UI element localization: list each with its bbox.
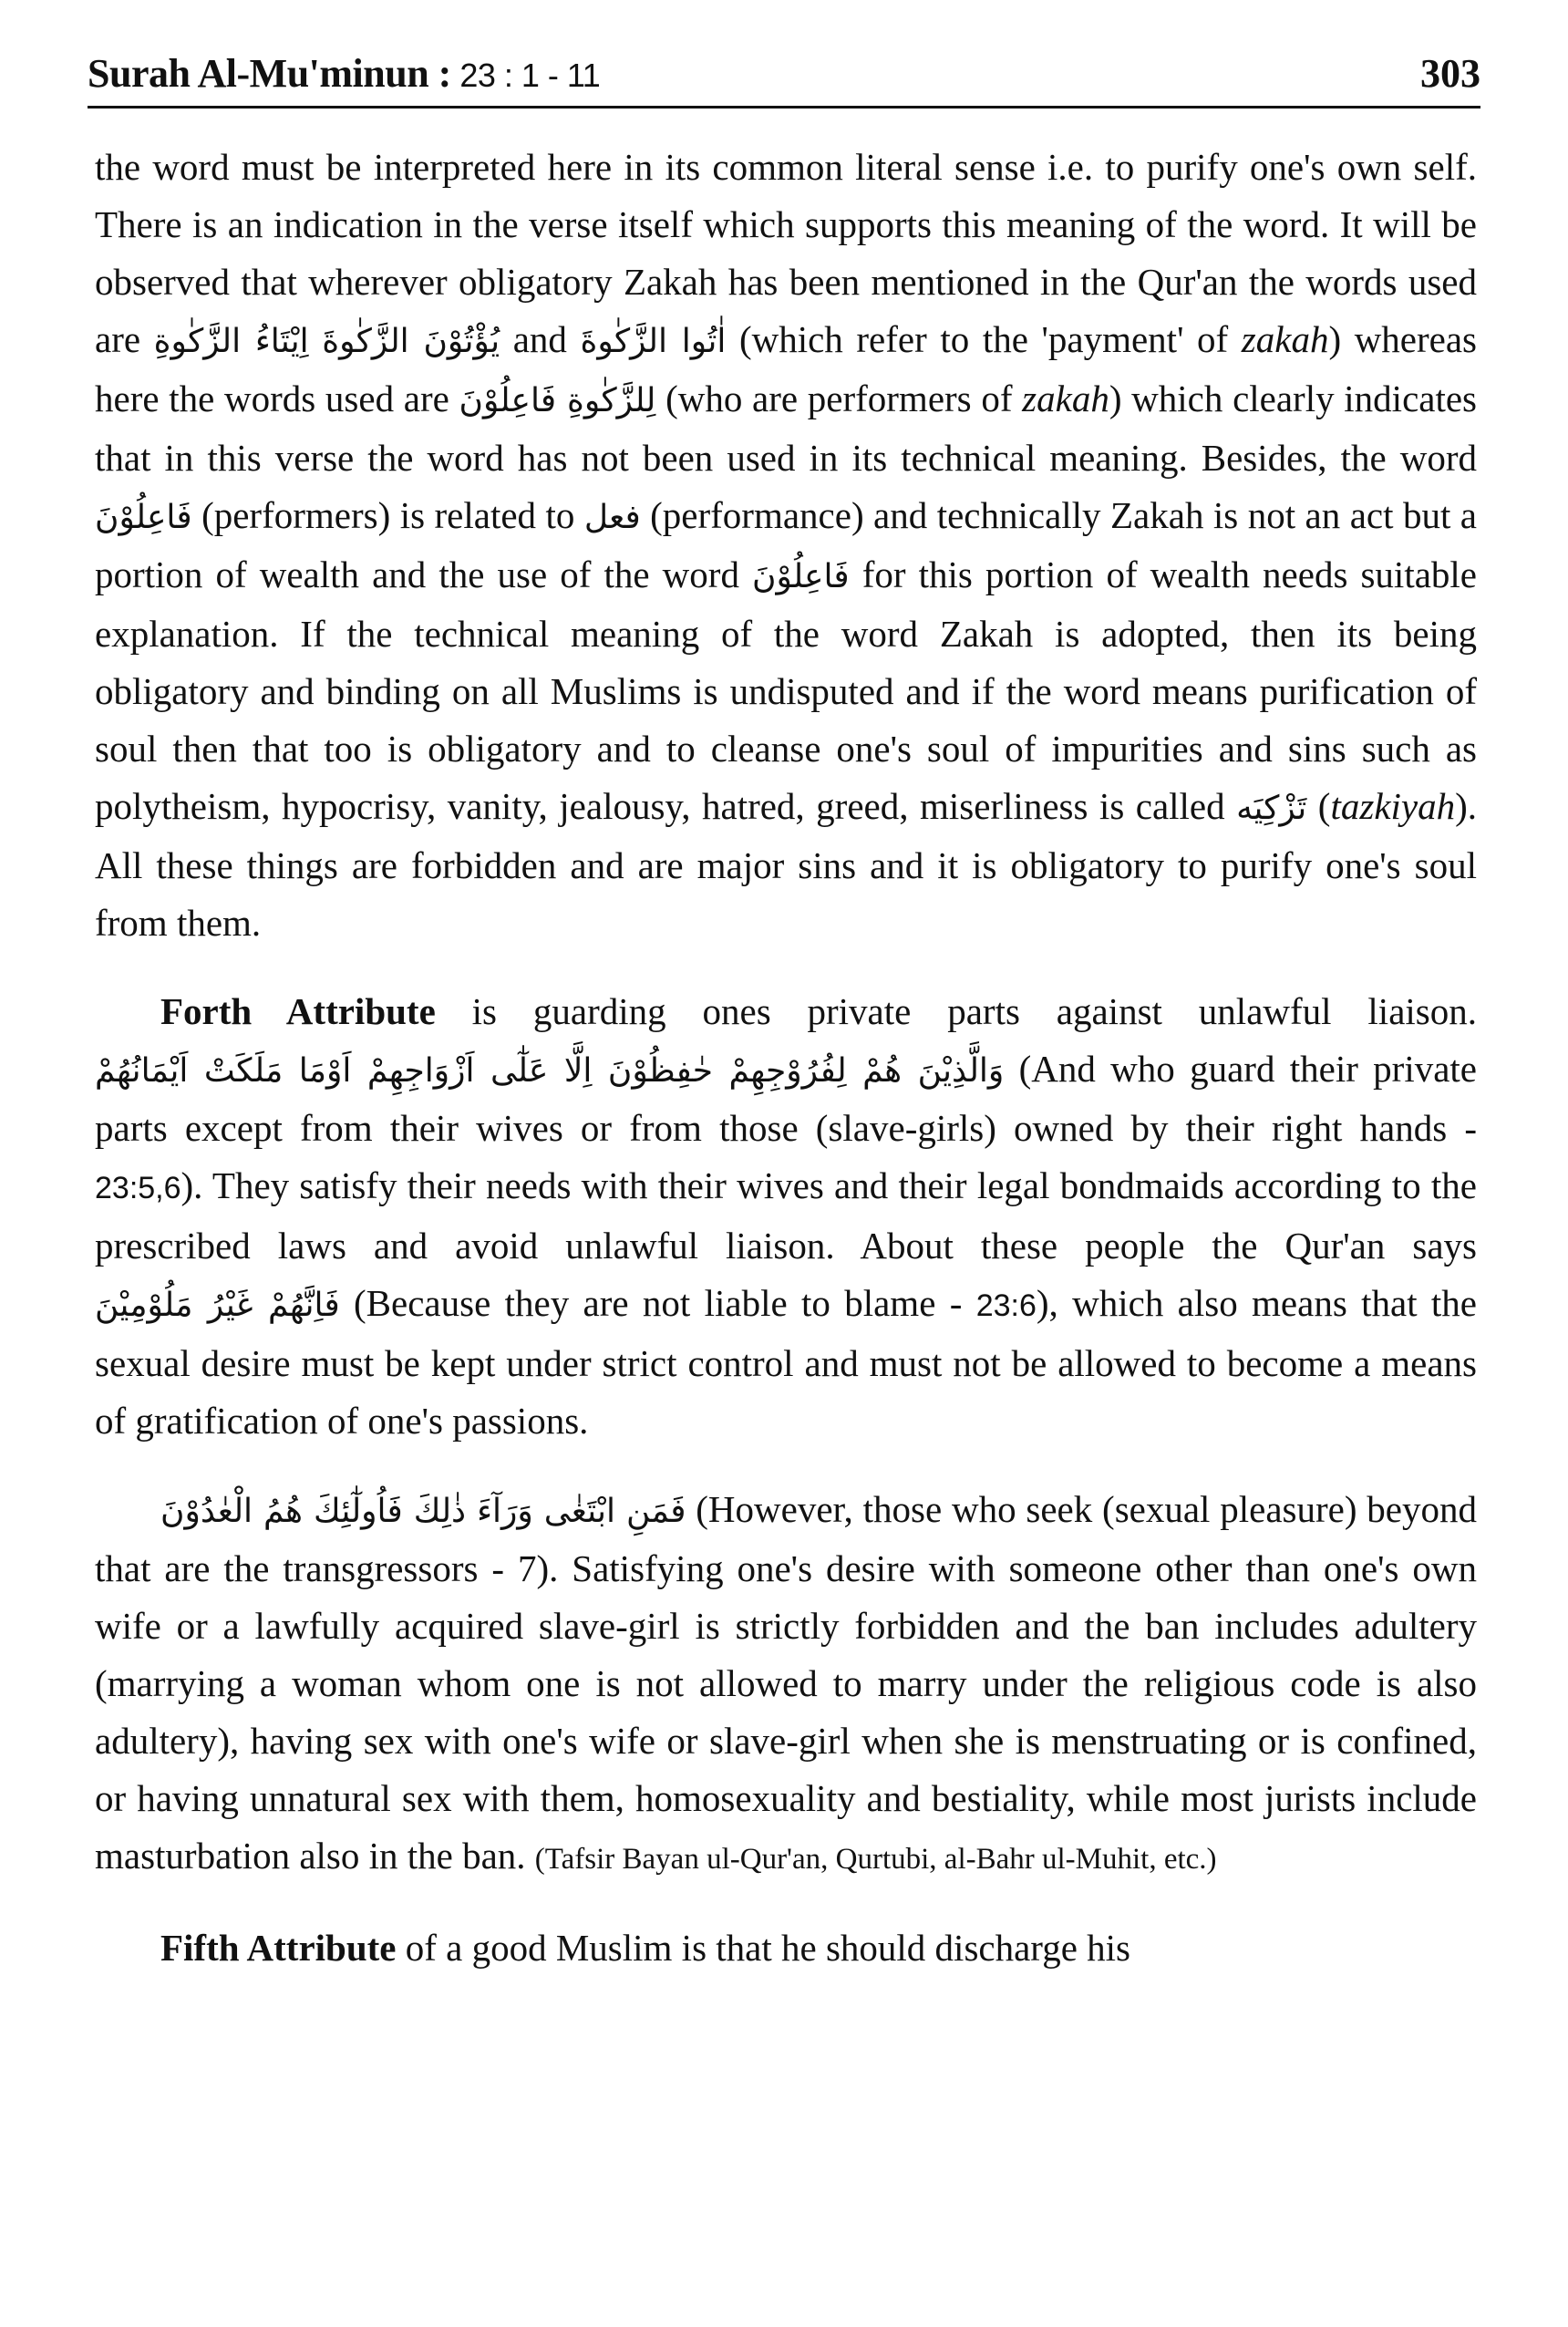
verse-reference: 23:5,6 — [95, 1171, 181, 1205]
italic-term: tazkiyah — [1330, 785, 1456, 827]
arabic-phrase: يُؤْتُوْنَ الزَّكٰوةَ — [322, 323, 500, 360]
chapter-heading — [88, 50, 600, 97]
text-run: the word must be interpreted here in its common literal sense i.e. to purify one's own self. There is an indication in the verse itself which supports this meaning of the word. It will be observed that wherever obligatory Zakah has been mentioned in the Qur'an the words used are — [95, 146, 1477, 360]
chapter-title: Surah Al-Mu'minun : — [88, 51, 451, 96]
running-header — [88, 51, 1480, 106]
text-run: and — [500, 318, 581, 360]
italic-term: zakah — [1241, 318, 1329, 360]
section-label: Forth Attribute — [160, 990, 436, 1032]
text-run: is guarding ones private parts against unlawful liaison. — [435, 990, 1477, 1032]
page-body — [95, 139, 1477, 1977]
text-run: (And who guard their private parts except from their wives or from those (slave-girls) owned by their right hands - — [95, 1048, 1478, 1149]
text-run: (Because they are not liable to blame - — [339, 1282, 976, 1324]
paragraph-fourth-attribute — [95, 983, 1477, 1450]
arabic-phrase: تَزْكِيَه — [1236, 790, 1307, 827]
text-run: ), which also means that the sexual desire must be kept under strict control and must not be allowed to become a means of gratification of one's passions. — [95, 1282, 1477, 1442]
text-run: (which refer to the 'payment' of — [726, 318, 1242, 360]
section-label: Fifth Attribute — [160, 1927, 397, 1969]
text-run: ). All these things are forbidden and are major sins and it is obligatory to purify one's soul from them. — [95, 785, 1478, 944]
text-run: (However, those who seek (sexual pleasure) beyond that are the transgressors - 7). Satisfying one's desire with someone other than one's own wife or a lawfully acquired slave-girl is strictly forbidden and the ban includes adultery (marrying a woman whom one is not allowed to marry under the religious code is also adultery), having sex with one's wife or slave-girl when she is menstruating or is confined, or having unnatural sex with them, homosexuality and bestiality, while most jurists include masturbation also in the ban. — [95, 1488, 1477, 1877]
arabic-phrase: فعل — [583, 499, 641, 536]
arabic-verse: وَالَّذِيْنَ هُمْ لِفُرُوْجِهِمْ حٰفِظُوْنَ اِلَّا عَلٰٓى اَزْوَاجِهِمْ اَوْمَا مَلَكَتْ اَيْمَانُهُمْ — [95, 1052, 1005, 1090]
arabic-phrase: فَاعِلُوْنَ — [95, 499, 192, 536]
source-citation: (Tafsir Bayan ul-Qur'an, Qurtubi, al-Bahr ul-Muhit, etc.) — [534, 1843, 1217, 1876]
text-run: (performance) and technically Zakah is not an act but a portion of wealth and the use of the word — [95, 494, 1477, 595]
paragraph-zakah — [95, 139, 1477, 952]
paragraph-fifth-attribute — [95, 1919, 1477, 1977]
arabic-verse: فَمَنِ ابْتَغٰى وَرَآءَ ذٰلِكَ فَاُولٰٓئِكَ هُمُ الْعٰدُوْنَ — [160, 1493, 686, 1530]
verse-range: 23 : 1 - 11 — [450, 57, 601, 94]
verse-reference: 23:6 — [975, 1288, 1037, 1323]
text-run — [309, 318, 323, 360]
text-run: (who are performers of — [655, 377, 1023, 419]
text-run: for this portion of wealth needs suitable explanation. If the technical meaning of the word Zakah is adopted, then its being obligatory and binding on all Muslims is undisputed and if the word means purification of soul then that too is obligatory and to cleanse one's soul of impurities and sins such as polytheism, hypocrisy, vanity, jealousy, hatred, greed, miserliness is called — [95, 553, 1477, 827]
arabic-verse: فَاِنَّهُمْ غَيْرُ مَلُوْمِيْنَ — [95, 1287, 340, 1324]
text-run: ). They satisfy their needs with their wives and their legal bondmaids according to the prescribed laws and avoid unlawful liaison. About these people the Qur'an says — [95, 1164, 1477, 1267]
italic-term: zakah — [1022, 377, 1109, 419]
header-rule — [88, 106, 1480, 109]
paragraph-transgressors — [95, 1481, 1477, 1888]
arabic-phrase: فَاعِلُوْنَ — [752, 558, 850, 595]
text-run: of a good Muslim is that he should discharge his — [396, 1927, 1131, 1969]
arabic-phrase: اِيْتَاءُ الزَّكٰوةِ — [153, 323, 309, 360]
arabic-phrase: اٰتُوا الزَّكٰوةَ — [580, 323, 727, 360]
text-run: ) which clearly indicates that in this verse the word has not been used in its technical meaning. Besides, the word — [95, 377, 1478, 479]
text-run: (performers) is related to — [191, 494, 584, 536]
text-run: ( — [1306, 785, 1331, 827]
arabic-phrase: لِلزَّكٰوةِ فَاعِلُوْنَ — [459, 382, 656, 419]
page-number: 303 — [1420, 51, 1480, 96]
text-run: ) whereas here the words used are — [95, 318, 1478, 419]
